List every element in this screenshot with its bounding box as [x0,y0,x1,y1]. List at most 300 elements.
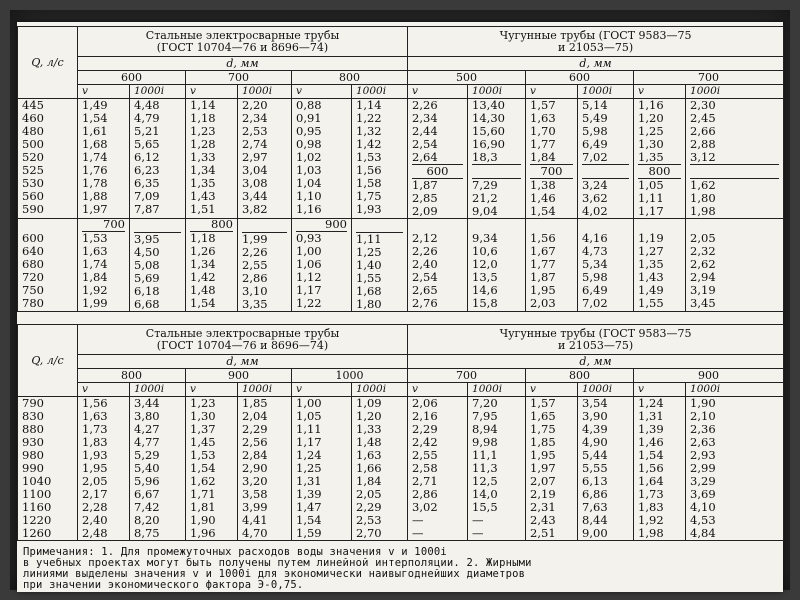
data-column [468,99,526,219]
flow-value: 880 [22,422,44,436]
headloss-header: 1000i [686,383,784,397]
table-cell: 1,53 [356,150,382,164]
table-cell: 1,11 [296,422,322,436]
diameter-header: 600 [78,71,186,85]
diameter-header: 900 [186,369,292,383]
table-cell: 15,5 [472,500,498,514]
table-cell: 5,96 [134,474,160,488]
table-cell: 2,34 [412,111,438,125]
data-column [686,99,784,219]
table-cell: 2,55 [242,258,268,272]
flow-value: 590 [22,202,44,216]
diameter-subheader: 900 [296,219,347,233]
table-cell: 3,29 [690,474,716,488]
table-cell: 2,86 [242,271,268,285]
data-column [578,219,634,312]
table-cell: 1,00 [296,244,322,258]
table-cell: 3,20 [242,474,268,488]
diameter-header: 500 [408,71,526,85]
table-cell: 7,02 [582,296,608,310]
data-column [408,99,468,219]
table-cell: 3,44 [134,396,160,410]
table-cell: 0,91 [296,111,322,125]
table-cell: 2,97 [242,150,268,164]
velocity-header: v [634,383,686,397]
table-cell: 1,30 [638,137,664,151]
table-cell: 5,21 [134,124,160,138]
table-cell: 1,23 [190,396,216,410]
table-cell: 1,47 [296,500,322,514]
table-cell: 2,62 [690,257,716,271]
table-cell: 2,06 [412,396,438,410]
iron-d-label: d, мм [408,355,784,369]
table-cell: 4,77 [134,435,160,449]
data-column [238,397,292,541]
table-cell: 3,02 [412,500,438,514]
table-cell: 4,50 [134,245,160,259]
table-cell: 15,60 [472,124,505,138]
table-cell: 2,44 [412,124,438,138]
data-column [292,99,352,219]
headloss-header: 1000i [468,383,526,397]
table-cell: 4,10 [690,500,716,514]
table-cell: 1,31 [638,409,664,423]
table-cell: 1,45 [190,435,216,449]
table-cell: 2,64 [412,150,438,164]
table-cell: 12,0 [472,257,498,271]
table-cell: 1,46 [638,435,664,449]
table-cell: 9,04 [472,204,498,218]
table-cell: 1,62 [190,474,216,488]
table-cell: 1,25 [296,461,322,475]
table-cell: 1,37 [190,422,216,436]
table-cell: 1,96 [190,526,216,540]
table-cell: 9,34 [472,231,498,245]
table-cell: 2,42 [412,435,438,449]
table-cell: 1,97 [82,202,108,216]
data-column [634,219,686,312]
table-cell: 1,22 [356,111,382,125]
table-cell: 5,98 [582,124,608,138]
table-cell: 5,40 [134,461,160,475]
table-cell: 2,93 [690,448,716,462]
table-cell: 1,65 [530,409,556,423]
flow-column [18,397,78,541]
flow-value: 720 [22,270,44,284]
table-cell: 1,09 [356,396,382,410]
table-cell: 1,56 [356,163,382,177]
diameter-header: 800 [526,369,634,383]
table-cell: 0,88 [296,98,322,112]
data-column [526,219,578,312]
table-cell: 2,29 [242,422,268,436]
table-cell: 4,02 [582,204,608,218]
table-cell: 1,20 [638,111,664,125]
data-column [526,397,578,541]
q-header: Q, л/с [18,27,78,99]
table-cell: 1,57 [530,396,556,410]
table-cell: 3,99 [242,500,268,514]
table-cell: 1,22 [296,296,322,310]
data-column [578,99,634,219]
steel-d-label: d, мм [78,355,408,369]
table-cell: 1,27 [638,244,664,258]
flow-value: 1260 [22,526,52,540]
diameter-header: 800 [78,369,186,383]
table-cell: 2,26 [412,244,438,258]
table-cell: 1,74 [82,257,108,271]
table-cell: 1,24 [296,448,322,462]
flow-value: 445 [22,98,44,112]
table-cell: 1,11 [356,232,382,246]
velocity-header: v [634,85,686,99]
table-cell: 2,43 [530,513,556,527]
q-header: Q, л/с [18,325,78,397]
table-cell: 4,48 [134,98,160,112]
table-cell: 1,73 [638,487,664,501]
table-cell: 7,87 [134,202,160,216]
table-cell: 1,58 [356,176,382,190]
iron-title-line1: Чугунные трубы (ГОСТ 9583—75 [499,326,692,340]
steel-title-line1: Стальные электросварные трубы [145,326,340,340]
table-cell: 2,17 [82,487,108,501]
velocity-header: v [526,85,578,99]
table-cell: 2,07 [530,474,556,488]
table-cell: 11,1 [472,448,498,462]
table-cell: 2,04 [242,409,268,423]
flow-value: 930 [22,435,44,449]
table-cell: 8,20 [134,513,160,527]
table-cell: 2,74 [242,137,268,151]
table-cell: 3,58 [242,487,268,501]
table-cell: 3,04 [242,163,268,177]
table-cell: 2,16 [412,409,438,423]
table-cell: 13,40 [472,98,505,112]
table-cell: 7,20 [472,396,498,410]
table-cell: 1,87 [530,270,556,284]
table-cell: 7,63 [582,500,608,514]
table-cell: 1,59 [296,526,322,540]
data-column [78,397,130,541]
table-cell: 2,05 [690,231,716,245]
table-cell: 1,43 [190,189,216,203]
table-cell: 1,39 [296,487,322,501]
flow-value: 1100 [22,487,52,501]
table-cell: 1,43 [638,270,664,284]
table-cell: 1,28 [190,137,216,151]
table-cell: 6,12 [134,150,160,164]
table-cell: 1,42 [356,137,382,151]
table-cell: 1,98 [638,526,664,540]
notes [23,547,779,591]
table-cell: 1,56 [638,461,664,475]
table-cell: 2,30 [690,98,716,112]
table-cell: 1,12 [296,270,322,284]
table-cell: 6,49 [582,137,608,151]
flow-value: 600 [22,231,44,245]
flow-value: 1040 [22,474,52,488]
table-cell: 1,70 [530,124,556,138]
data-column [130,99,186,219]
table-cell: 3,24 [582,178,608,192]
table-cell: 1,63 [82,244,108,258]
steel-title-line2: (ГОСТ 10704—76 и 8696—74) [156,40,329,54]
table-cell: 2,29 [356,500,382,514]
spacer [472,164,521,179]
table-cell: 8,44 [582,513,608,527]
table-cell: 3,82 [242,202,268,216]
table-cell: 2,45 [690,111,716,125]
diameter-header: 700 [634,71,784,85]
table-cell: 1,83 [82,435,108,449]
spacer [134,219,181,233]
table-cell: 1,17 [296,283,322,297]
table-cell: 3,54 [582,396,608,410]
flow-value: 640 [22,244,44,258]
table-cell: 1,05 [296,409,322,423]
steel-title-line2: (ГОСТ 10704—76 и 8696—74) [156,338,329,352]
diameter-subheader: 700 [530,164,573,179]
diameter-subheader: 800 [190,219,233,233]
table-cell: 3,95 [134,232,160,246]
table-cell: 1,75 [530,422,556,436]
table-cell: 2,99 [690,461,716,475]
table-cell: 3,10 [242,284,268,298]
table-cell: 1,53 [82,231,108,245]
iron-d-label: d, мм [408,57,784,71]
table-cell: 1,40 [356,258,382,272]
table-cell: 1,33 [356,422,382,436]
table-cell: 1,35 [638,257,664,271]
table-cell: 2,54 [412,270,438,284]
table-cell: 2,05 [356,487,382,501]
table-cell: 1,02 [296,150,322,164]
table-cell: 2,58 [412,461,438,475]
table-cell: 2,70 [356,526,382,540]
spacer [242,219,287,233]
table-cell: 1,16 [296,202,322,216]
table-cell: 1,73 [82,422,108,436]
table-cell: 13,5 [472,270,498,284]
table-cell: 1,76 [82,163,108,177]
table-cell: 2,63 [690,435,716,449]
table-cell: 1,63 [82,409,108,423]
table-cell: 2,26 [242,245,268,259]
table-cell: 1,05 [638,178,664,192]
table-cell: 1,71 [190,487,216,501]
diameter-header: 700 [408,369,526,383]
table-cell: 2,56 [242,435,268,449]
table-cell: 2,55 [412,448,438,462]
table-cell: 9,98 [472,435,498,449]
table-cell: 1,35 [638,150,664,164]
data-column [238,219,292,312]
table-cell: 5,08 [134,258,160,272]
table-cell: 1,95 [82,461,108,475]
table-cell: 1,77 [530,257,556,271]
table-cell: 1,54 [82,111,108,125]
table-cell: 1,99 [82,296,108,310]
table-cell: 7,42 [134,500,160,514]
flow-value: 680 [22,257,44,271]
table-cell: 1,38 [530,178,556,192]
table-cell: 1,93 [356,202,382,216]
table-cell: 1,23 [190,124,216,138]
table-cell: 1,10 [296,189,322,203]
table-cell: 1,26 [190,244,216,258]
table-cell: 1,49 [82,98,108,112]
table-cell: 1,18 [190,111,216,125]
note-line: в учебных проектах могут быть получены путем линейной интерполяции. 2. Жирными [23,558,532,569]
table-cell: 5,65 [134,137,160,151]
note-line: линиями выделены значения v и 1000i для экономически наивыгоднейших диаметров [23,569,526,580]
table-cell: 1,67 [530,244,556,258]
table-cell: 1,16 [638,98,664,112]
table-cell: 7,09 [134,189,160,203]
iron-title-line1: Чугунные трубы (ГОСТ 9583—75 [499,28,692,42]
table-cell: 4,90 [582,435,608,449]
table-cell: 1,11 [638,191,664,205]
table-cell: 1,80 [690,191,716,205]
table-cell: 6,18 [134,284,160,298]
table-cell: 5,44 [582,448,608,462]
table-cell: 1,54 [638,448,664,462]
spacer [690,164,779,179]
table-cell: 7,95 [472,409,498,423]
table-cell: 3,80 [134,409,160,423]
data-column [238,99,292,219]
table-cell: 2,84 [242,448,268,462]
table-cell: 0,95 [296,124,322,138]
table-cell: — [472,526,484,540]
table-cell: 5,14 [582,98,608,112]
data-column [186,99,238,219]
table-cell: 1,54 [296,513,322,527]
table-cell: 11,3 [472,461,498,475]
table-cell: 4,53 [690,513,716,527]
table-cell: 5,69 [134,271,160,285]
table-cell: 1,32 [356,124,382,138]
table-cell: 1,03 [296,163,322,177]
table-cell: 14,0 [472,487,498,501]
table-cell: 6,13 [582,474,608,488]
flow-column [18,219,78,312]
table-cell: 1,54 [530,204,556,218]
steel-pipes-title [78,27,408,57]
table-cell: 1,00 [296,396,322,410]
table-cell: 1,30 [190,409,216,423]
flow-value: 500 [22,137,44,151]
table-cell: 1,63 [356,448,382,462]
table-cell: 12,5 [472,474,498,488]
table-cell: 1,20 [356,409,382,423]
table-cell: 5,49 [582,111,608,125]
flow-value: 460 [22,111,44,125]
table-cell: 9,00 [582,526,608,540]
table-cell: 1,53 [190,448,216,462]
table-cell: 1,68 [82,137,108,151]
spacer [582,164,629,179]
data-column [578,397,634,541]
table-cell: 1,61 [82,124,108,138]
diameter-subheader: 700 [82,219,125,233]
table-cell: 2,53 [356,513,382,527]
table-cell: 1,31 [296,474,322,488]
table-cell: — [472,513,484,527]
table-cell: 1,34 [190,163,216,177]
table-cell: 3,44 [242,189,268,203]
table-cell: 1,77 [530,137,556,151]
table-cell: 21,2 [472,191,498,205]
table-cell: 1,17 [638,204,664,218]
flow-value: 1160 [22,500,52,514]
table-cell: 2,71 [412,474,438,488]
flow-value: 830 [22,409,44,423]
table-cell: 2,40 [82,513,108,527]
table-cell: 8,75 [134,526,160,540]
velocity-header: v [78,383,130,397]
table-cell: 6,86 [582,487,608,501]
table-cell: 3,69 [690,487,716,501]
iron-pipes-title [408,27,784,57]
table-cell: 1,81 [190,500,216,514]
table-cell: 2,94 [690,270,716,284]
headloss-header: 1000i [238,85,292,99]
table-cell: 4,41 [242,513,268,527]
table-cell: 6,35 [134,176,160,190]
table-cell: 2,12 [412,231,438,245]
table-cell: 1,25 [356,245,382,259]
diameter-header: 700 [186,71,292,85]
table-cell: 1,55 [356,271,382,285]
hydraulic-table-2 [17,324,784,541]
velocity-header: v [292,85,352,99]
table-cell: 4,73 [582,244,608,258]
headloss-header: 1000i [468,85,526,99]
data-column [468,219,526,312]
table-cell: 2,31 [530,500,556,514]
table-cell: 1,93 [82,448,108,462]
flow-value: 560 [22,189,44,203]
flow-value: 980 [22,448,44,462]
diameter-header: 600 [526,71,634,85]
flow-value: 480 [22,124,44,138]
data-column [78,219,130,312]
table-cell: 1,74 [82,150,108,164]
table-cell: 1,54 [190,296,216,310]
data-column [408,219,468,312]
table-cell: 3,19 [690,283,716,297]
table-cell: 6,23 [134,163,160,177]
table-cell: 2,28 [82,500,108,514]
table-cell: 2,86 [412,487,438,501]
table-cell: 1,87 [412,178,438,192]
table-cell: 2,54 [412,137,438,151]
table-cell: 18,3 [472,150,498,164]
data-column [352,397,408,541]
diameter-subheader: 600 [412,164,463,179]
table-cell: 2,09 [412,204,438,218]
table-cell: 3,90 [582,409,608,423]
table-cell: 2,20 [242,98,268,112]
table-cell: 1,92 [638,513,664,527]
table-cell: 4,70 [242,526,268,540]
table-cell: 2,32 [690,244,716,258]
table-cell: 2,53 [242,124,268,138]
table-cell: 1,34 [190,257,216,271]
note-line: при значении экономического фактора Э-0,75. [23,580,304,591]
table-cell: 1,85 [242,396,268,410]
